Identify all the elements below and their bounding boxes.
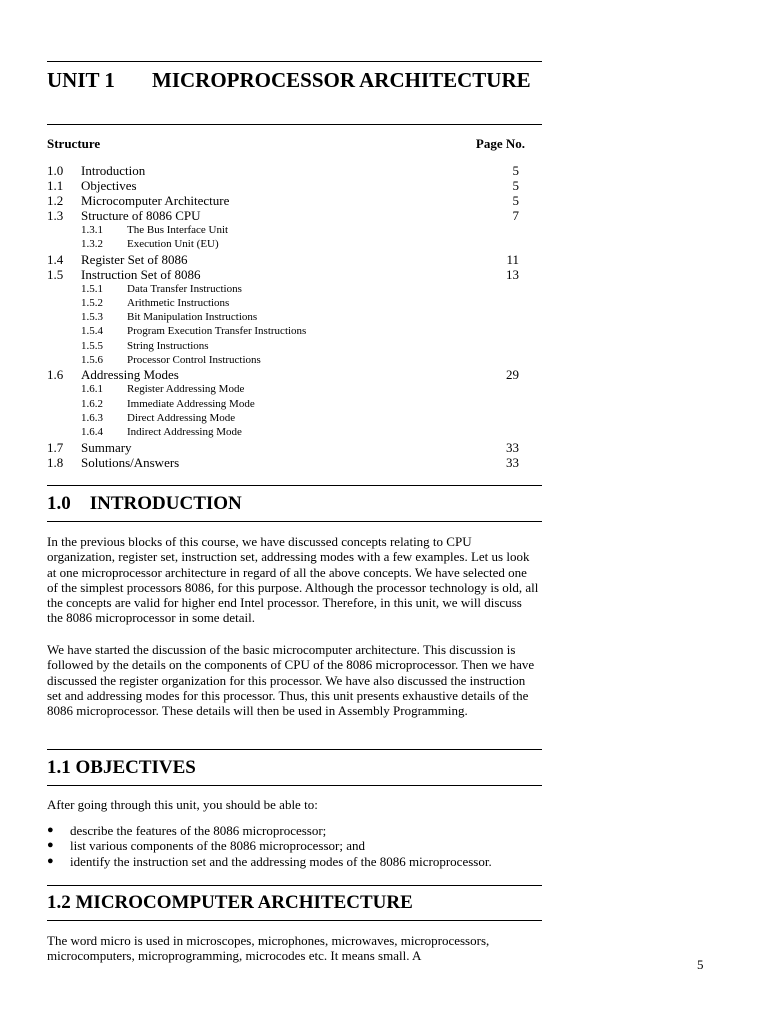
toc-title: Summary	[81, 439, 132, 455]
toc-row	[47, 382, 519, 396]
toc-row	[47, 267, 519, 282]
architecture-heading: 1.2 MICROCOMPUTER ARCHITECTURE	[47, 892, 413, 913]
toc-page: 5	[512, 193, 519, 208]
toc-title: Bit Manipulation Instructions	[127, 311, 258, 324]
toc-page: 29	[506, 367, 519, 383]
toc-title: Register Set of 8086	[81, 251, 188, 267]
introduction-paragraph-2: We have started the discussion of the basic microcomputer architecture. This discussion is followed by the details on the components of CPU of the 8086 microprocessor. Then we have discussed the register organization for this processor. We have also discussed the instruction set and addressing modes for this processor. Thus, this unit presents exhaustive details of the 8086 microprocessor. These details will then be used in Assembly Programming.	[47, 642, 535, 719]
toc-row	[47, 163, 519, 178]
toc-title: Indirect Addressing Mode	[127, 426, 242, 439]
introduction-paragraph-1: In the previous blocks of this course, we have discussed concepts relating to CPU organization, register set, instruction set, addressing modes with a few examples. Let us look at one microprocessor architecture in regard of all the above concepts. We have selected one of the simplest processors 8086, for this purpose. Although the processor technology is old, all the concepts are valid for higher end Intel processor. Therefore, in this unit, we will discuss the 8086 microprocessor in some detail.	[47, 534, 539, 626]
toc-row	[47, 193, 519, 208]
toc-title: Register Addressing Mode	[127, 383, 245, 396]
toc-title: Data Transfer Instructions	[127, 282, 242, 295]
toc-row	[47, 237, 519, 251]
objectives-list	[47, 823, 547, 869]
toc-number: 1.5.2	[81, 296, 103, 309]
list-item	[47, 838, 547, 853]
toc-number: 1.8	[47, 454, 64, 470]
toc-number: 1.6.2	[81, 397, 103, 410]
toc-row	[47, 397, 519, 411]
table-of-contents	[47, 163, 519, 470]
toc-rule	[47, 485, 542, 486]
toc-row	[47, 339, 519, 353]
toc-number: 1.5.4	[81, 325, 103, 338]
objectives-top-rule	[47, 749, 542, 750]
structure-heading: Structure	[47, 136, 101, 151]
toc-number: 1.4	[47, 251, 64, 267]
list-item	[47, 854, 547, 869]
structure-header	[47, 136, 525, 152]
toc-title: The Bus Interface Unit	[127, 224, 229, 236]
page-number: 5	[697, 957, 704, 972]
unit-title: MICROPROCESSOR ARCHITECTURE	[152, 68, 531, 92]
toc-row	[47, 425, 519, 439]
introduction-heading: 1.0 INTRODUCTION	[47, 493, 242, 514]
page-no-heading: Page No.	[475, 136, 525, 151]
toc-title: Processor Control Instructions	[127, 354, 261, 367]
toc-number: 1.5.5	[81, 339, 103, 352]
introduction-rule	[47, 521, 542, 522]
unit-number: UNIT 1	[47, 68, 115, 92]
toc-number: 1.5.3	[81, 311, 103, 324]
toc-title: Arithmetic Instructions	[127, 296, 230, 309]
toc-number: 1.3	[47, 208, 64, 223]
toc-page: 33	[506, 439, 519, 455]
toc-row	[47, 296, 519, 310]
toc-row	[47, 310, 519, 324]
toc-number: 1.3.2	[81, 238, 103, 251]
architecture-top-rule	[47, 885, 542, 886]
objectives-heading: 1.1 OBJECTIVES	[47, 757, 196, 778]
toc-row	[47, 252, 519, 267]
toc-row	[47, 367, 519, 382]
objectives-intro: After going through this unit, you should be able to:	[47, 797, 318, 812]
toc-number: 1.5.1	[81, 282, 103, 295]
toc-title: Microcomputer Architecture	[81, 193, 230, 208]
toc-title: Direct Addressing Mode	[127, 411, 236, 424]
toc-row	[47, 223, 519, 237]
toc-page: 5	[512, 163, 519, 178]
toc-row	[47, 353, 519, 367]
architecture-rule	[47, 920, 542, 921]
objective-text: identify the instruction set and the addressing modes of the 8086 microprocessor.	[70, 853, 492, 869]
toc-page: 5	[512, 178, 519, 193]
toc-title: Objectives	[81, 178, 137, 193]
toc-page: 11	[506, 251, 519, 267]
toc-title: Addressing Modes	[81, 367, 179, 383]
toc-row	[47, 411, 519, 425]
toc-page: 13	[506, 266, 519, 282]
top-rule	[47, 61, 542, 62]
bullet-icon: ●	[47, 824, 54, 836]
list-item	[47, 823, 547, 838]
toc-page: 33	[506, 454, 519, 470]
toc-number: 1.2	[47, 193, 64, 208]
objectives-rule	[47, 785, 542, 786]
toc-number: 1.6.3	[81, 411, 103, 424]
unit-heading-rule	[47, 124, 542, 125]
toc-title: Immediate Addressing Mode	[127, 397, 255, 410]
toc-number: 1.6.4	[81, 426, 103, 439]
objective-text: describe the features of the 8086 microprocessor;	[70, 823, 327, 838]
toc-title: Solutions/Answers	[81, 454, 180, 470]
toc-number: 1.5	[47, 266, 64, 282]
bullet-icon: ●	[47, 854, 54, 867]
objective-text: list various components of the 8086 microprocessor; and	[70, 838, 365, 854]
toc-row	[47, 208, 519, 223]
toc-row	[47, 282, 519, 296]
bullet-icon: ●	[47, 839, 54, 852]
toc-number: 1.5.6	[81, 354, 103, 367]
toc-number: 1.3.1	[81, 224, 103, 236]
toc-title: Program Execution Transfer Instructions	[127, 325, 307, 338]
toc-title: Instruction Set of 8086	[81, 266, 201, 282]
architecture-paragraph-1: The word micro is used in microscopes, microphones, microwaves, microprocessors, microcomputers, microprogramming, microcodes etc. It means small. A	[47, 933, 490, 964]
toc-row	[47, 455, 519, 470]
toc-number: 1.7	[47, 439, 64, 455]
toc-number: 1.6.1	[81, 383, 103, 396]
toc-row	[47, 178, 519, 193]
toc-page: 7	[512, 208, 519, 223]
toc-number: 1.0	[47, 163, 64, 178]
toc-title: String Instructions	[127, 339, 209, 352]
toc-title: Structure of 8086 CPU	[81, 208, 201, 223]
toc-row	[47, 324, 519, 338]
toc-title: Execution Unit (EU)	[127, 238, 219, 251]
toc-title: Introduction	[81, 163, 146, 178]
toc-number: 1.1	[47, 178, 64, 193]
toc-row	[47, 440, 519, 455]
toc-number: 1.6	[47, 367, 64, 383]
